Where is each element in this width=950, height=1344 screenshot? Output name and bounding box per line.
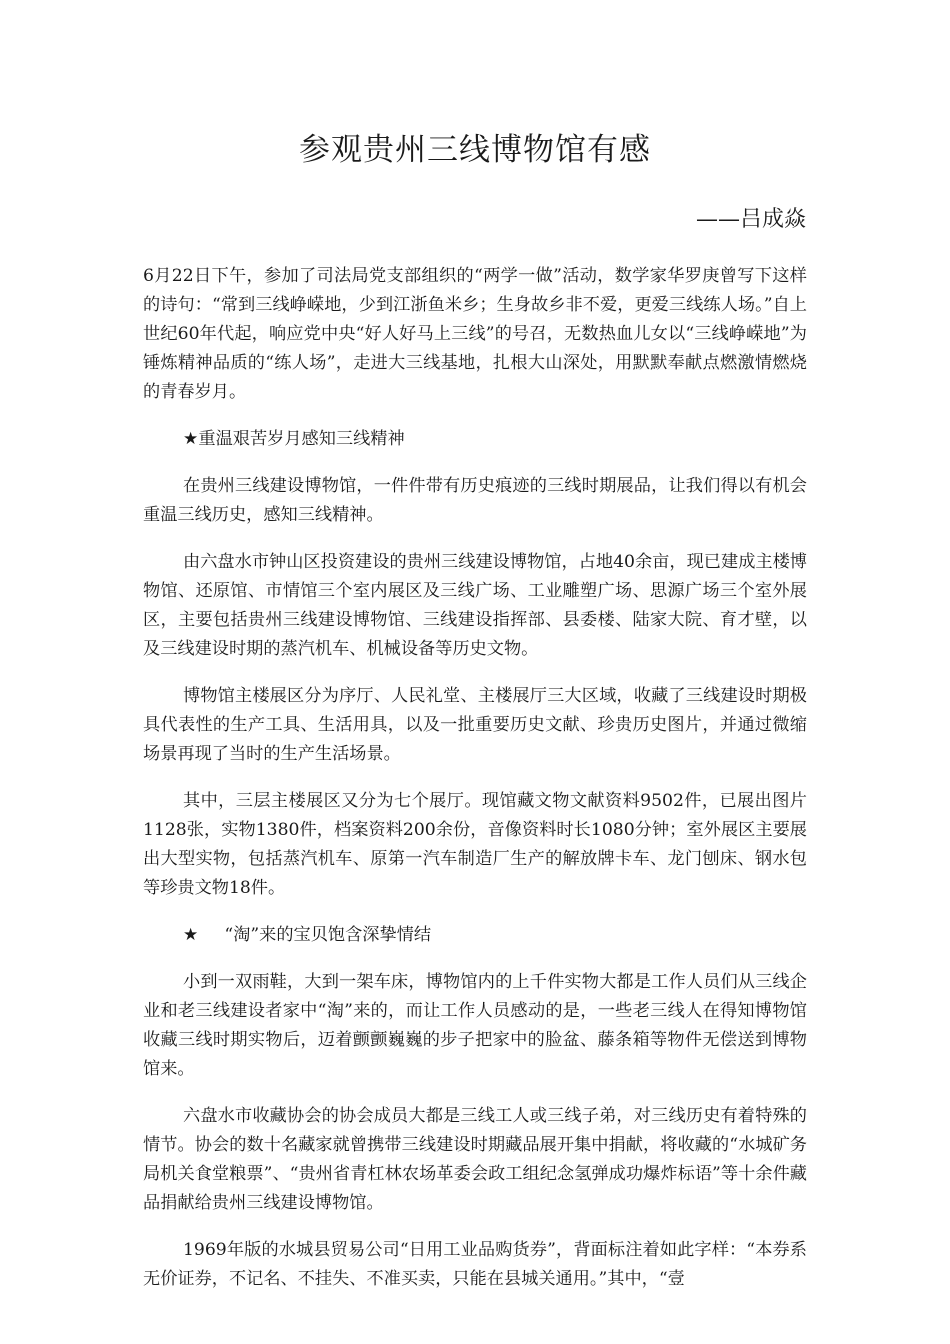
star-icon: ★ xyxy=(183,429,199,449)
star-icon: ★ xyxy=(183,925,199,945)
paragraph: 由六盘水市钟山区投资建设的贵州三线建设博物馆，占地40余亩，现已建成主楼博物馆、还原馆、市情馆三个室内展区及三线广场、工业雕塑广场、思源广场三个室外展区，主要包括贵州三线建设博物馆、三线建设指挥部、县委楼、陆家大院、育才壁，以及三线建设时期的蒸汽机车、机械设备等历史文物。 xyxy=(143,552,807,659)
paragraph: 小到一双雨鞋，大到一架车床，博物馆内的上千件实物大都是工作人员们从三线企业和老三线建设者家中“淘”来的，而让工作人员感动的是，一些老三线人在得知博物馆收藏三线时期实物后，迈着颤颤巍巍的步子把家中的脸盆、藤条箱等物件无偿送到博物馆来。 xyxy=(143,972,807,1079)
paragraph: 在贵州三线建设博物馆，一件件带有历史痕迹的三线时期展品，让我们得以有机会重温三线历史，感知三线精神。 xyxy=(143,476,807,525)
intro-paragraph: 6月22日下午，参加了司法局党支部组织的“两学一做”活动，数学家华罗庚曾写下这样的诗句：“常到三线峥嵘地，少到江浙鱼米乡；生身故乡非不爱，更爱三线练人场。”自上世纪60年代起，响应党中央“好人好马上三线”的号召，无数热血儿女以“三线峥嵘地”为锤炼精神品质的“练人场”，走进大三线基地，扎根大山深处，用默默奉献点燃激情燃烧的青春岁月。 xyxy=(143,266,807,402)
document-title: 参观贵州三线博物馆有感 xyxy=(299,132,651,168)
paragraph: 1969年版的水城县贸易公司“日用工业品购货券”，背面标注着如此字样：“本券系无价证券，不记名、不挂失、不准买卖，只能在县城关通用。”其中，“壹 xyxy=(143,1240,807,1289)
author-byline: ——吕成焱 xyxy=(695,207,806,232)
article-body xyxy=(143,262,807,1312)
section-heading-1-text: 重温艰苦岁月感知三线精神 xyxy=(198,429,405,449)
paragraph: 博物馆主楼展区分为序厅、人民礼堂、主楼展厅三大区域，收藏了三线建设时期极具代表性的生产工具、生活用具，以及一批重要历史文献、珍贵历史图片，并通过微缩场景再现了当时的生产生活场景。 xyxy=(143,686,807,764)
section-heading-2-text: “淘”来的宝贝饱含深挚情结 xyxy=(224,925,432,945)
paragraph: 其中，三层主楼展区又分为七个展厅。现馆藏文物文献资料9502件，已展出图片1128张，实物1380件，档案资料200余份，音像资料时长1080分钟；室外展区主要展出大型实物，包括蒸汽机车、原第一汽车制造厂生产的解放牌卡车、龙门刨床、钢水包等珍贵文物18件。 xyxy=(143,791,807,898)
paragraph: 六盘水市收藏协会的协会成员大都是三线工人或三线子弟，对三线历史有着特殊的情节。协会的数十名藏家就曾携带三线建设时期藏品展开集中捐献，将收藏的“水城矿务局机关食堂粮票”、“贵州省青杠林农场革委会政工组纪念氢弹成功爆炸标语”等十余件藏品捐献给贵州三线建设博物馆。 xyxy=(143,1106,807,1213)
section-heading-2 xyxy=(143,921,807,950)
section-heading-1 xyxy=(143,425,807,454)
